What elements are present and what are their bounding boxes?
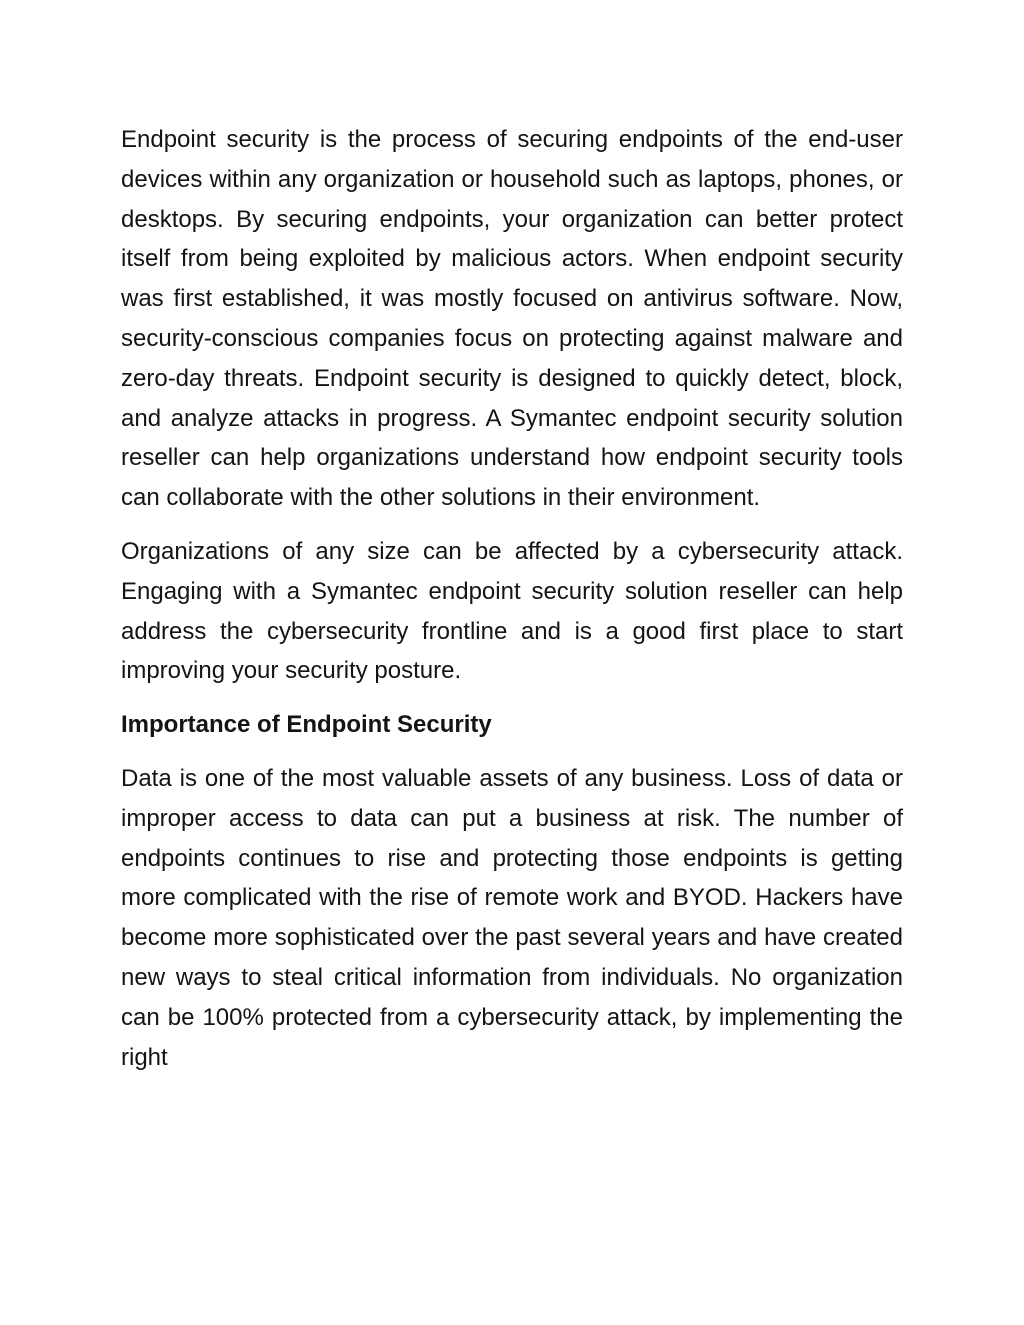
paragraph-organizations: Organizations of any size can be affected by a cybersecurity attack. Engaging with a Symantec endpoint security solution reseller can help address the cybersecurity frontline and is a good first place to start improving your security posture.: [121, 537, 903, 685]
section-heading: Importance of Endpoint Security: [121, 711, 492, 739]
document-body: [121, 120, 903, 1077]
paragraph-intro: Endpoint security is the process of securing endpoints of the end-user devices within any organization or household such as laptops, phones, or desktops. By securing endpoints, your organization can better protect itself from being exploited by malicious actors. When endpoint security was first established, it was mostly focused on antivirus software. Now, security-conscious companies focus on protecting against malware and zero-day threats. Endpoint security is designed to quickly detect, block, and analyze attacks in progress. A Symantec endpoint security solution reseller can help organizations understand how endpoint security tools can collaborate with the other solutions in their environment.: [121, 126, 903, 512]
paragraph-importance: Data is one of the most valuable assets of any business. Loss of data or improper access to data can put a business at risk. The number of endpoints continues to rise and protecting those endpoints is getting more complicated with the rise of remote work and BYOD. Hackers have become more sophisticated over the past several years and have created new ways to steal critical information from individuals. No organization can be 100% protected from a cybersecurity attack, by implementing the right: [121, 764, 903, 1071]
